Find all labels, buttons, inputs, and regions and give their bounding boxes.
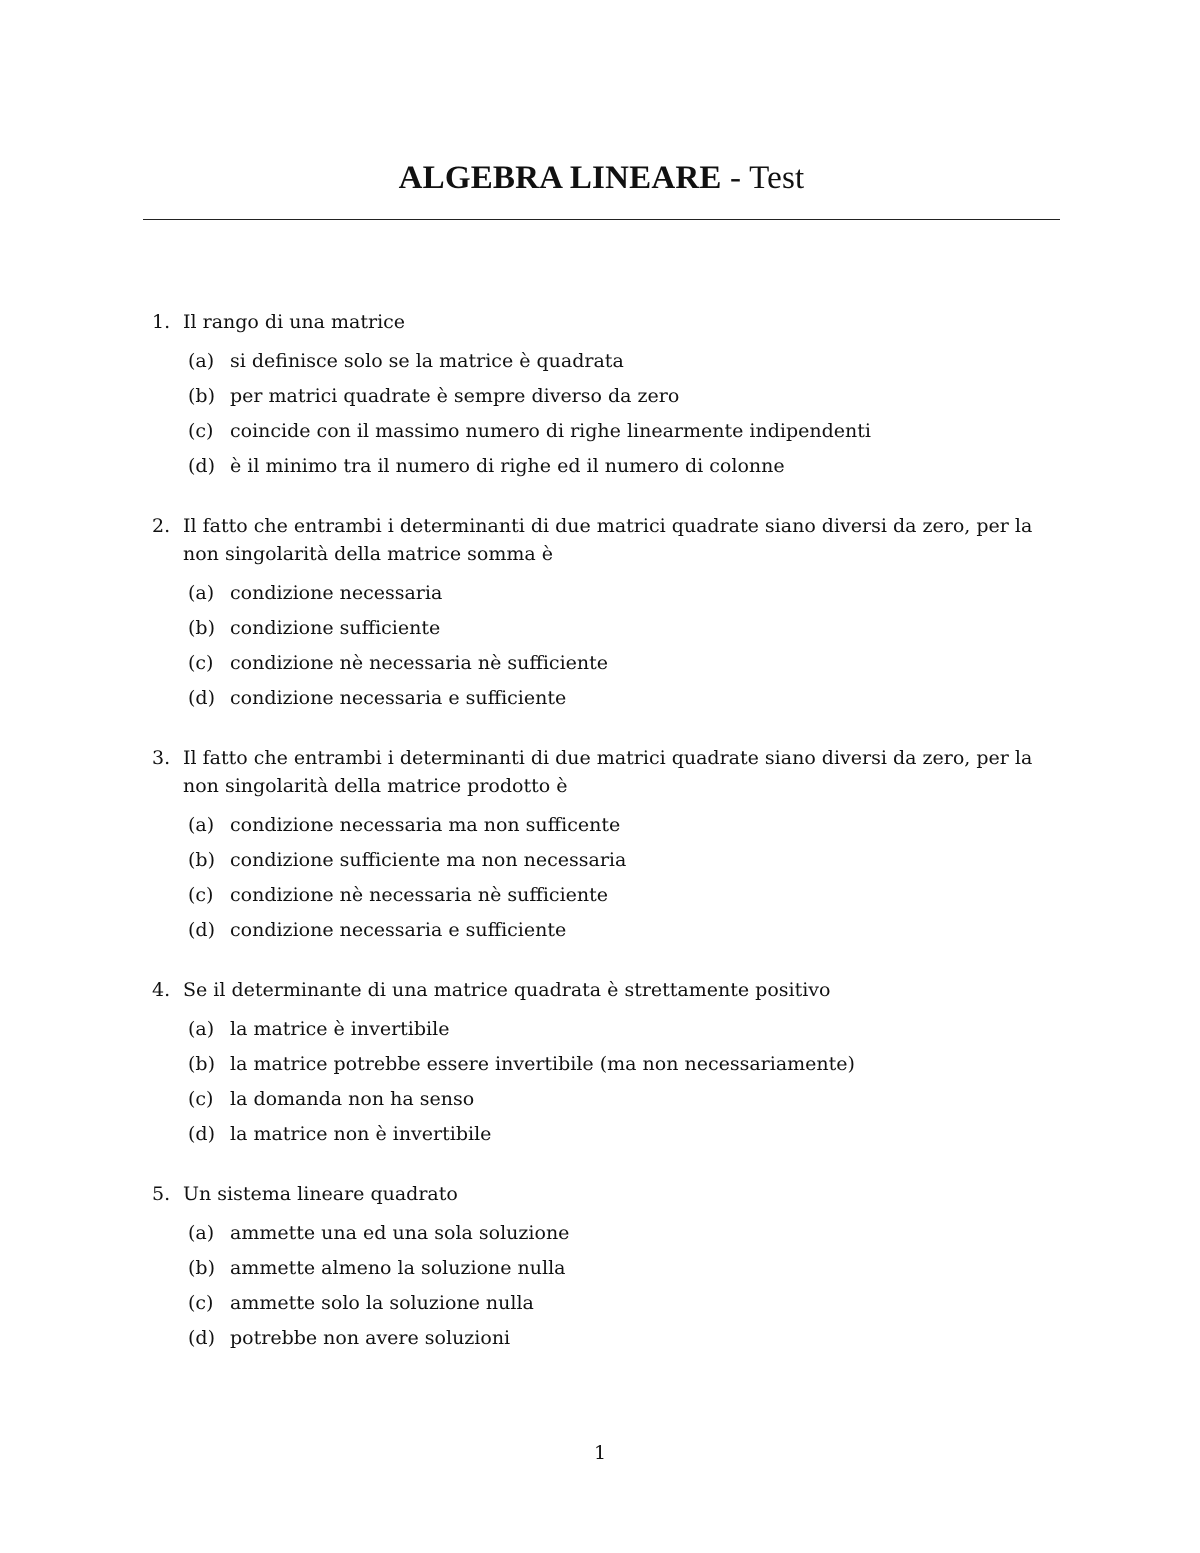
question-number: 2. <box>152 515 171 537</box>
option-a <box>183 344 1063 379</box>
option-text: condizione nè necessaria nè sufficiente <box>230 884 609 906</box>
option-a <box>183 808 1063 843</box>
option-text: potrebbe non avere soluzioni <box>230 1327 511 1349</box>
option-text: ammette una ed una sola soluzione <box>230 1222 570 1244</box>
option-text: la matrice potrebbe essere invertibile (ma non necessariamente) <box>230 1053 855 1075</box>
option-label: (b) <box>188 849 215 871</box>
option-a <box>183 1012 1063 1047</box>
option-label: (b) <box>188 385 215 407</box>
option-text: si definisce solo se la matrice è quadrata <box>230 350 624 372</box>
question-number: 3. <box>152 747 171 769</box>
option-b <box>183 1251 1063 1286</box>
option-c <box>183 1286 1063 1321</box>
option-text: ammette solo la soluzione nulla <box>230 1292 534 1314</box>
option-label: (d) <box>188 1123 215 1145</box>
option-label: (b) <box>188 617 215 639</box>
option-d <box>183 681 1063 716</box>
option-text: la matrice è invertibile <box>230 1018 450 1040</box>
option-label: (d) <box>188 687 215 709</box>
option-label: (c) <box>188 1088 214 1110</box>
question-5 <box>143 1180 1063 1356</box>
option-label: (a) <box>188 1018 215 1040</box>
option-label: (a) <box>188 582 215 604</box>
option-label: (b) <box>188 1053 215 1075</box>
option-d <box>183 449 1063 484</box>
question-list <box>143 308 1063 1384</box>
option-text: condizione sufficiente <box>230 617 441 639</box>
option-text: condizione necessaria <box>230 582 443 604</box>
option-label: (d) <box>188 1327 215 1349</box>
option-text: la matrice non è invertibile <box>230 1123 492 1145</box>
question-text: Un sistema lineare quadrato <box>183 1183 458 1205</box>
option-label: (a) <box>188 1222 215 1244</box>
option-label: (d) <box>188 455 215 477</box>
option-c <box>183 646 1063 681</box>
option-a <box>183 576 1063 611</box>
option-a <box>183 1216 1063 1251</box>
page-number: 1 <box>593 1442 607 1464</box>
title-bold: ALGEBRA LINEARE <box>398 160 722 196</box>
option-text: condizione nè necessaria nè sufficiente <box>230 652 609 674</box>
option-d <box>183 1321 1063 1356</box>
option-b <box>183 379 1063 414</box>
option-label: (a) <box>188 350 215 372</box>
question-number: 4. <box>152 979 171 1001</box>
title-block <box>143 160 1060 197</box>
option-d <box>183 913 1063 948</box>
option-c <box>183 414 1063 449</box>
option-text: condizione necessaria e sufficiente <box>230 919 567 941</box>
option-label: (b) <box>188 1257 215 1279</box>
option-text: la domanda non ha senso <box>230 1088 475 1110</box>
page-title <box>399 160 805 197</box>
question-number: 1. <box>152 311 171 333</box>
title-rule <box>143 219 1060 220</box>
option-label: (a) <box>188 814 215 836</box>
option-text: condizione necessaria ma non sufficente <box>230 814 621 836</box>
option-c <box>183 878 1063 913</box>
option-text: per matrici quadrate è sempre diverso da zero <box>230 385 680 407</box>
option-b <box>183 843 1063 878</box>
option-label: (c) <box>188 884 214 906</box>
option-b <box>183 1047 1063 1082</box>
question-text: Il rango di una matrice <box>183 311 406 333</box>
option-text: condizione sufficiente ma non necessaria <box>230 849 627 871</box>
option-label: (c) <box>188 420 214 442</box>
question-text: Il fatto che entrambi i determinanti di due matrici quadrate siano diversi da zero, per la non singolarità della matrice prodotto è <box>183 747 1033 797</box>
option-b <box>183 611 1063 646</box>
question-text: Il fatto che entrambi i determinanti di due matrici quadrate siano diversi da zero, per la non singolarità della matrice somma è <box>183 515 1033 565</box>
option-text: coincide con il massimo numero di righe linearmente indipendenti <box>230 420 871 442</box>
question-number: 5. <box>152 1183 171 1205</box>
title-suffix: - Test <box>721 160 805 196</box>
option-label: (c) <box>188 652 214 674</box>
question-3 <box>143 744 1063 948</box>
question-4 <box>143 976 1063 1152</box>
question-text: Se il determinante di una matrice quadrata è strettamente positivo <box>183 979 831 1001</box>
question-1 <box>143 308 1063 484</box>
option-label: (c) <box>188 1292 214 1314</box>
option-text: è il minimo tra il numero di righe ed il numero di colonne <box>230 455 785 477</box>
option-text: condizione necessaria e sufficiente <box>230 687 567 709</box>
option-c <box>183 1082 1063 1117</box>
option-label: (d) <box>188 919 215 941</box>
option-text: ammette almeno la soluzione nulla <box>230 1257 566 1279</box>
option-d <box>183 1117 1063 1152</box>
question-2 <box>143 512 1063 716</box>
